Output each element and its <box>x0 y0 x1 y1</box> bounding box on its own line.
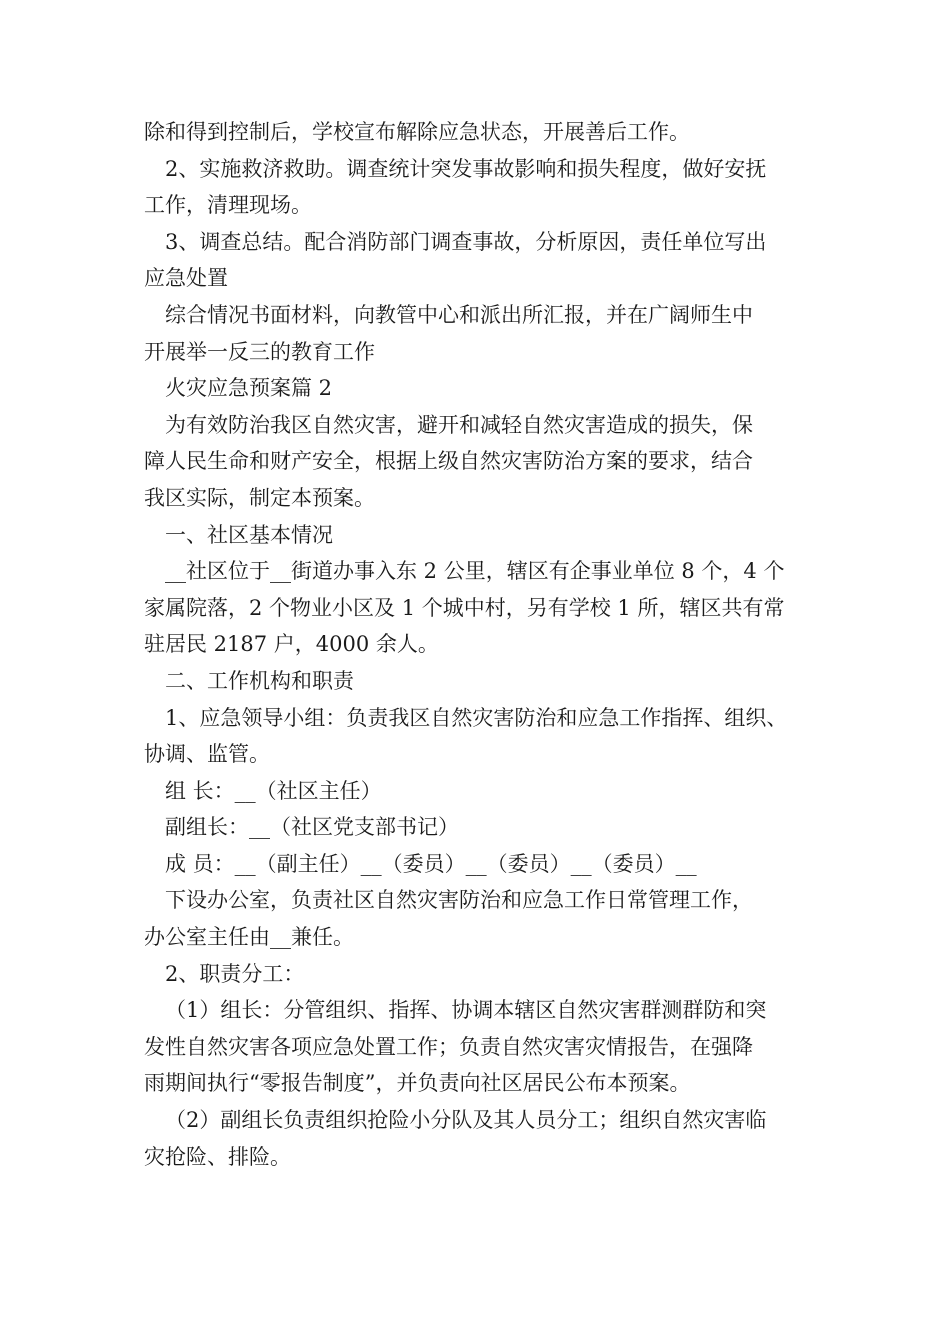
text-line: 副组长：__（社区党支部书记） <box>165 815 459 840</box>
text-line: 成 员：__（副主任）__（委员）__（委员）__（委员）__ <box>165 851 697 876</box>
text-line: 灾抢险、排险。 <box>144 1144 291 1169</box>
text-line: 雨期间执行“零报告制度”，并负责向社区居民公布本预案。 <box>144 1071 691 1096</box>
text-line: 家属院落，2 个物业小区及 1 个城中村，另有学校 1 所，辖区共有常 <box>144 595 785 620</box>
text-line: 火灾应急预案篇 2 <box>165 376 333 401</box>
text-line: 二、工作机构和职责 <box>165 668 354 693</box>
text-line: 工作，清理现场。 <box>144 193 312 218</box>
text-line: 发性自然灾害各项应急处置工作；负责自然灾害灾情报告，在强降 <box>144 1034 753 1059</box>
text-line: 为有效防治我区自然灾害，避开和减轻自然灾害造成的损失，保 <box>165 412 753 437</box>
text-line: 3、调查总结。配合消防部门调查事故，分析原因，责任单位写出 <box>165 229 767 254</box>
text-line: 2、实施救济救助。调查统计突发事故影响和损失程度，做好安抚 <box>165 156 767 181</box>
text-line: 2、职责分工： <box>165 961 305 986</box>
text-line: 下设办公室，负责社区自然灾害防治和应急工作日常管理工作， <box>165 888 753 913</box>
text-line: 开展举一反三的教育工作 <box>144 339 375 364</box>
text-line: （2）副组长负责组织抢险小分队及其人员分工；组织自然灾害临 <box>165 1108 767 1133</box>
text-line: 我区实际，制定本预案。 <box>144 485 375 510</box>
text-line: 驻居民 2187 户，4000 余人。 <box>144 632 439 657</box>
text-line: 障人民生命和财产安全，根据上级自然灾害防治方案的要求，结合 <box>144 449 753 474</box>
text-line: 协调、监管。 <box>144 742 270 767</box>
text-line: 一、社区基本情况 <box>165 522 333 547</box>
text-line: 除和得到控制后，学校宣布解除应急状态，开展善后工作。 <box>144 120 690 144</box>
text-line: 1、应急领导小组：负责我区自然灾害防治和应急工作指挥、组织、 <box>165 705 788 730</box>
text-line: __社区位于__街道办事入东 2 公里，辖区有企事业单位 8 个，4 个 <box>165 559 785 584</box>
text-line: 应急处置 <box>144 266 228 291</box>
text-line: 办公室主任由__兼任。 <box>144 925 354 950</box>
text-line: 组 长：__（社区主任） <box>165 778 382 803</box>
text-line: 综合情况书面材料，向教管中心和派出所汇报，并在广阔师生中 <box>165 302 753 327</box>
document-body <box>144 114 834 1175</box>
text-line: （1）组长：分管组织、指挥、协调本辖区自然灾害群测群防和突 <box>165 998 767 1023</box>
